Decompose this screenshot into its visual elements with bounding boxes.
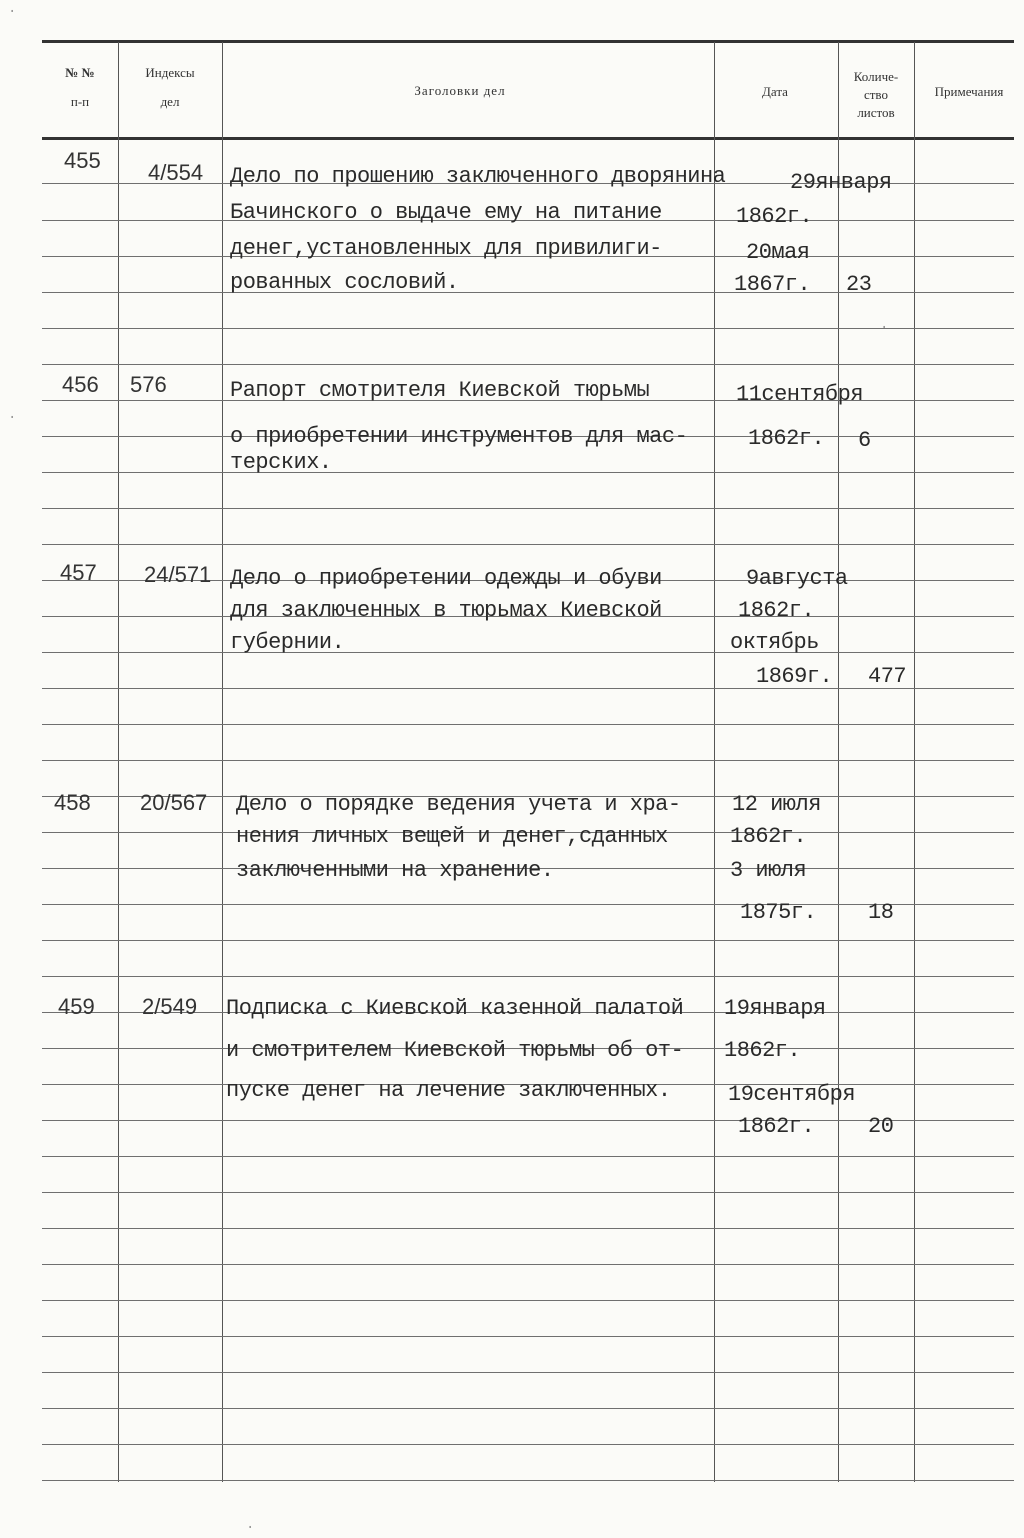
record-date: 12 июля — [732, 792, 821, 817]
record-sheet-count: 6 — [858, 428, 871, 453]
header-num-top: № № — [65, 65, 95, 80]
column-divider-date — [838, 42, 839, 1482]
record-sheet-count: 477 — [868, 664, 907, 689]
top-border — [42, 40, 1014, 43]
record-sheet-count: 23 — [846, 272, 872, 297]
record-date: 19сентября — [728, 1082, 856, 1107]
header-index — [124, 64, 216, 110]
record-title-line: Дело о порядке ведения учета и хра- — [236, 792, 681, 817]
record-date: 1862г. — [724, 1038, 801, 1063]
record-date: 1862г. — [738, 598, 815, 623]
record-title-line: денег,установленных для привилиги- — [230, 236, 662, 261]
scan-speck: · — [880, 320, 889, 336]
record-date: 1862г. — [738, 1114, 815, 1139]
scan-speck: · — [8, 4, 17, 20]
record-title-line: губернии. — [230, 630, 345, 655]
column-divider-num — [118, 42, 119, 1482]
record-title-line: терских. — [230, 450, 332, 475]
record-date: 20мая — [746, 240, 810, 265]
record-sheet-count: 20 — [868, 1114, 894, 1139]
record-title-line: пуске денег на лечение заключенных. — [226, 1078, 671, 1103]
record-index: 24/571 — [144, 562, 212, 587]
record-number: 459 — [58, 994, 95, 1019]
record-index: 2/549 — [142, 994, 198, 1019]
header-count-line-1: Количе- — [853, 69, 899, 84]
record-date: 1862г. — [736, 204, 813, 229]
column-divider-count — [914, 42, 915, 1482]
header-count — [838, 68, 914, 122]
record-date: 11сентября — [736, 382, 864, 407]
record-title-line: Рапорт смотрителя Киевской тюрьмы — [230, 378, 650, 403]
record-title-line: Дело по прошению заключенного дворянина — [230, 164, 726, 189]
record-index: 4/554 — [148, 160, 204, 185]
record-date: 1875г. — [740, 900, 817, 925]
header-index-top: Индексы — [145, 65, 195, 80]
column-divider-index — [222, 42, 223, 1482]
record-title-line: и смотрителем Киевской тюрьмы об от- — [226, 1038, 684, 1063]
record-sheet-count: 18 — [868, 900, 894, 925]
header-count-line-2: ство — [863, 87, 888, 102]
scan-speck: · — [246, 1520, 255, 1536]
record-title-line: рованных сословий. — [230, 270, 459, 295]
record-index: 576 — [130, 372, 167, 397]
record-date: 1862г. — [730, 824, 807, 849]
record-date: 1867г. — [734, 272, 811, 297]
header-index-bottom: дел — [160, 94, 180, 109]
record-title-line: Подписка с Киевской казенной палатой — [226, 996, 684, 1021]
record-number: 455 — [64, 148, 101, 173]
record-title-line: Бачинского о выдаче ему на питание — [230, 200, 662, 225]
header-num-bottom: п-п — [70, 94, 90, 109]
record-number: 457 — [60, 560, 97, 585]
record-date: 9августа — [746, 566, 848, 591]
record-index: 20/567 — [140, 790, 208, 815]
record-number: 458 — [54, 790, 91, 815]
record-title-line: Дело о приобретении одежды и обуви — [230, 566, 662, 591]
record-date: 3 июля — [730, 858, 807, 883]
record-number: 456 — [62, 372, 99, 397]
record-date: октябрь — [730, 630, 819, 655]
record-title-line: для заключенных в тюрьмах Киевской — [230, 598, 662, 623]
scan-speck: · — [8, 410, 17, 426]
header-date: Дата — [762, 84, 788, 99]
header-title: Заголовки дел — [414, 83, 506, 98]
header-count-line-3: листов — [857, 105, 895, 120]
record-title-line: нения личных вещей и денег,сданных — [236, 824, 668, 849]
record-date: 29января — [790, 170, 892, 195]
column-divider-title — [714, 42, 715, 1482]
header-bottom-border — [42, 137, 1014, 140]
record-date: 19января — [724, 996, 826, 1021]
record-date: 1862г. — [748, 426, 825, 451]
header-num — [50, 64, 110, 110]
header-notes: Примечания — [934, 84, 1004, 99]
record-title-line: заключенными на хранение. — [236, 858, 554, 883]
record-title-line: о приобретении инструментов для мас- — [230, 424, 688, 449]
record-date: 1869г. — [756, 664, 833, 689]
